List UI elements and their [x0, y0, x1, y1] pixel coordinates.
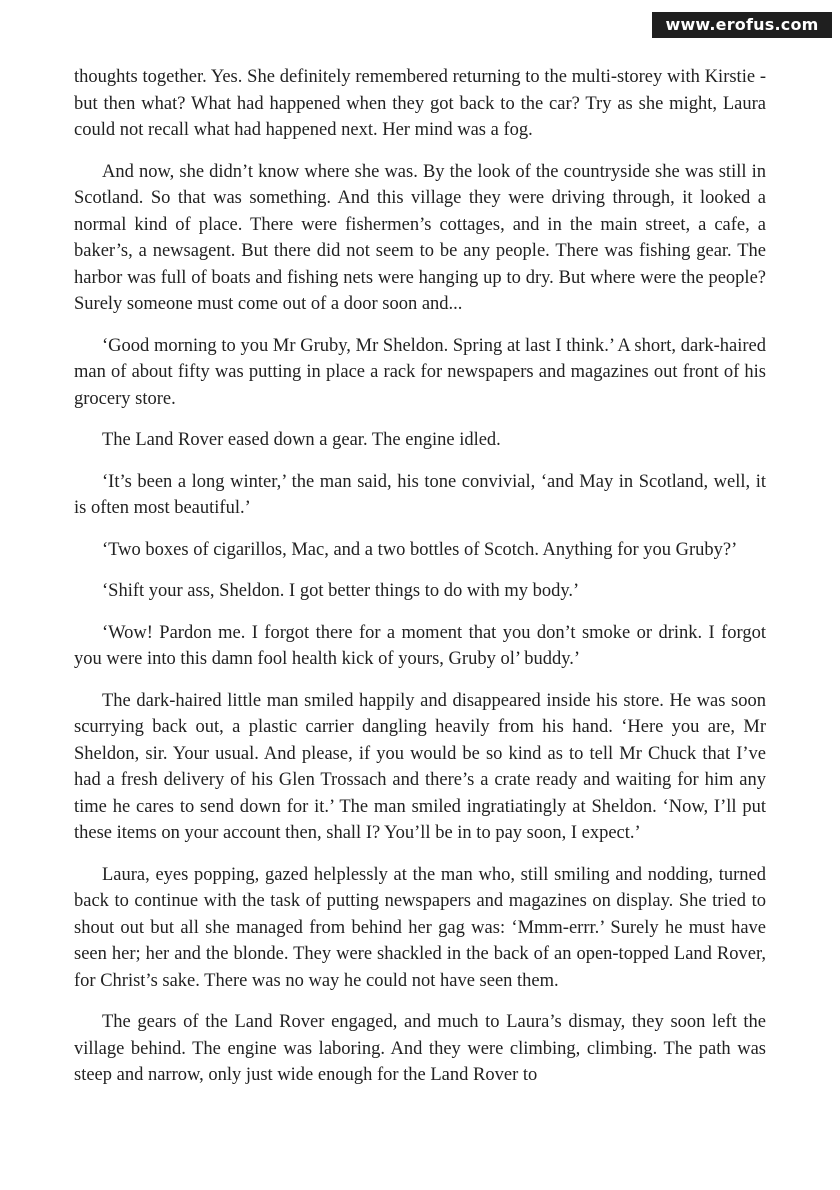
watermark-banner: www.erofus.com [652, 12, 832, 38]
paragraph: thoughts together. Yes. She definitely remembered returning to the multi-storey with Kirstie - but then what? What had happened when they got back to the car? Try as she might, Laura could not recall what had happened next. Her mind was a fog. [74, 67, 766, 140]
paragraph: ‘It’s been a long winter,’ the man said, his tone convivial, ‘and May in Scotland, well, it is often most beautiful.’ [74, 471, 766, 518]
paragraph: The Land Rover eased down a gear. The engine idled. [102, 430, 501, 450]
paragraph: The dark-haired little man smiled happily and disappeared inside his store. He was soon scurrying back out, a plastic carrier dangling heavily from his hand. ‘Here you are, Mr Sheldon, sir. Your usual. And please, if you would be so kind as to tell Mr Chuck that I’ve had a fresh delivery of his Glen Trossach and there’s a crate ready and waiting for him any time he cares to send down for it.’ The man smiled ingratiatingly at Sheldon. ‘Now, I’ll put these items on your account then, shall I? You’ll be in to pay soon, I expect.’ [74, 690, 766, 843]
paragraph: ‘Two boxes of cigarillos, Mac, and a two bottles of Scotch. Anything for you Gruby?’ [102, 539, 738, 560]
page-body [74, 64, 766, 1104]
paragraph: ‘Shift your ass, Sheldon. I got better things to do with my body.’ [102, 581, 580, 601]
paragraph: The gears of the Land Rover engaged, and much to Laura’s dismay, they soon left the village behind. The engine was laboring. And they were climbing, climbing. The path was steep and narrow, only just wide enough for the Land Rover to [74, 1012, 766, 1085]
paragraph: And now, she didn’t know where she was. By the look of the countryside she was still in Scotland. So that was something. And this village they were driving through, it looked a normal kind of place. There were fishermen’s cottages, and in the main street, a cafe, a baker’s, a newsagent. But there did not seem to be any people. There was fishing gear. The harbor was full of boats and fishing nets were hanging up to dry. But where were the people? Surely someone must come out of a door soon and... [74, 161, 766, 314]
paragraph: ‘Good morning to you Mr Gruby, Mr Sheldon. Spring at last I think.’ A short, dark-haired man of about fifty was putting in place a rack for newspapers and magazines out front of his grocery store. [74, 335, 766, 409]
paragraph: Laura, eyes popping, gazed helplessly at the man who, still smiling and nodding, turned back to continue with the task of putting newspapers and magazines on display. She tried to shout out but all she managed from behind her gag was: ‘Mmm-errr.’ Surely he must have seen her; her and the blonde. They were shackled in the back of an open-topped Land Rover, for Christ’s sake. There was no way he could not have seen them. [74, 864, 766, 991]
paragraph: ‘Wow! Pardon me. I forgot there for a moment that you don’t smoke or drink. I forgot you were into this damn fool health kick of yours, Gruby ol’ buddy.’ [74, 622, 766, 669]
